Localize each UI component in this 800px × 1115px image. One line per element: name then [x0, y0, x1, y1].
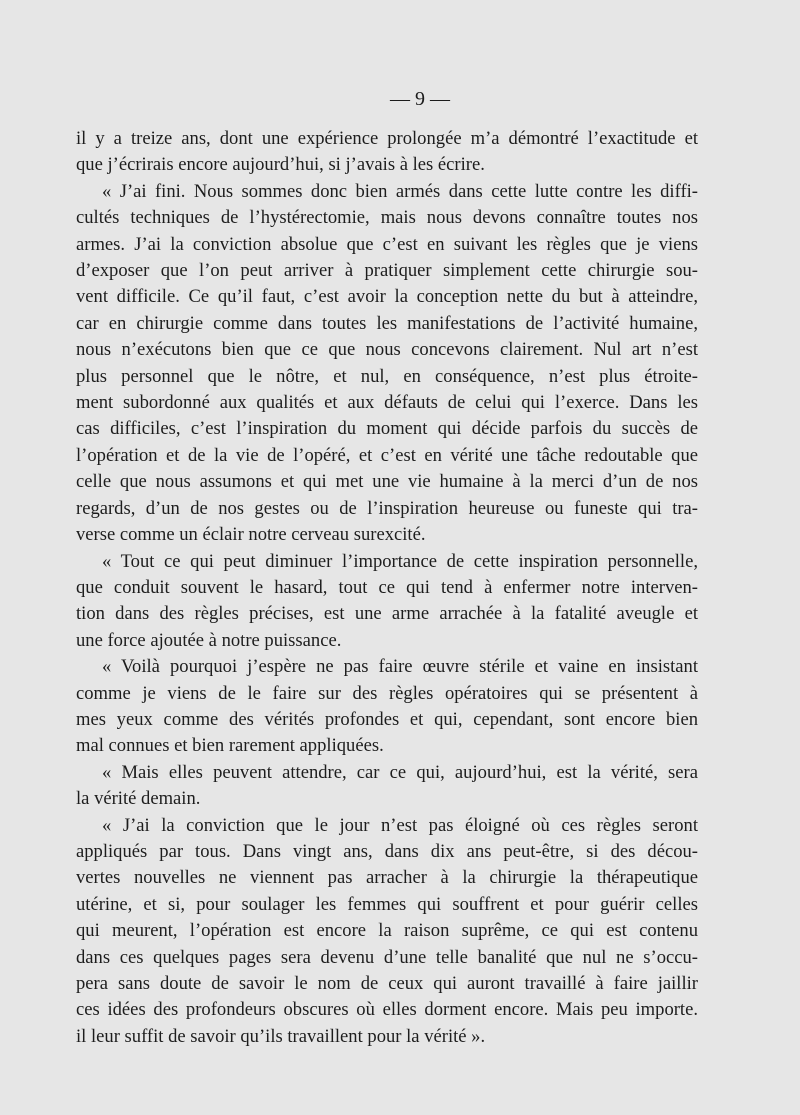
page-number: — 9 — — [390, 88, 450, 110]
text-line: regards, d’un de nos gestes ou de l’inspiration heureuse ou funeste qui tra- — [76, 497, 698, 519]
text-line: armes. J’ai la conviction absolue que c’est en suivant les règles que je viens — [76, 233, 698, 255]
text-line: verse comme un éclair notre cerveau surexcité. — [76, 524, 426, 546]
text-line: « J’ai la conviction que le jour n’est pas éloigné où ces règles seront — [102, 814, 698, 836]
text-line: vertes nouvelles ne viennent pas arracher à la chirurgie la thérapeutique — [76, 867, 698, 889]
text-line: dans ces quelques pages sera devenu d’une telle banalité que nul ne s’occu- — [76, 946, 698, 968]
text-line: « J’ai fini. Nous sommes donc bien armés dans cette lutte contre les diffi- — [102, 180, 698, 202]
text-line: d’exposer que l’on peut arriver à pratiquer simplement cette chirurgie sou- — [76, 260, 698, 282]
text-line: que j’écrirais encore aujourd’hui, si j’avais à les écrire. — [76, 154, 485, 176]
text-line: appliqués par tous. Dans vingt ans, dans dix ans peut-être, si des décou- — [76, 840, 698, 862]
text-line: comme je viens de le faire sur des règles opératoires qui se présentent à — [76, 682, 698, 704]
text-line: « Voilà pourquoi j’espère ne pas faire œuvre stérile et vaine en insistant — [102, 656, 698, 678]
text-line: plus personnel que le nôtre, et nul, en conséquence, n’est plus étroite- — [76, 365, 698, 387]
text-line: ment subordonné aux qualités et aux défauts de celui qui l’exerce. Dans les — [76, 392, 698, 414]
text-line: cultés techniques de l’hystérectomie, mais nous devons connaître toutes nos — [76, 207, 698, 229]
body-text — [76, 126, 698, 1050]
text-line: il y a treize ans, dont une expérience prolongée m’a démontré l’exactitude et — [76, 128, 698, 149]
text-line: mal connues et bien rarement appliquées. — [76, 735, 384, 757]
text-line: la vérité demain. — [76, 788, 201, 810]
text-line: l’opération et de la vie de l’opéré, et c’est en vérité une tâche redoutable que — [76, 444, 698, 466]
text-line: il leur suffit de savoir qu’ils travaillent pour la vérité ». — [76, 1025, 486, 1047]
text-line: utérine, et si, pour soulager les femmes qui souffrent et pour guérir celles — [76, 893, 698, 915]
text-line: ces idées des profondeurs obscures où elles dorment encore. Mais peu importe. — [76, 999, 698, 1021]
text-line: pera sans doute de savoir le nom de ceux qui auront travaillé à faire jaillir — [76, 973, 698, 994]
text-line: une force ajoutée à notre puissance. — [76, 629, 342, 651]
text-line: car en chirurgie comme dans toutes les manifestations de l’activité humaine, — [76, 312, 698, 334]
text-line: mes yeux comme des vérités profondes et qui, cependant, sont encore bien — [76, 708, 698, 730]
text-line: tion dans des règles précises, est une arme arrachée à la fatalité aveugle et — [76, 603, 698, 625]
text-line: qui meurent, l’opération est encore la raison suprême, ce qui est contenu — [76, 920, 698, 942]
text-line: cas difficiles, c’est l’inspiration du moment qui décide parfois du succès de — [76, 418, 698, 440]
text-line: celle que nous assumons et qui met une vie humaine à la merci d’un de nos — [76, 471, 698, 493]
text-line: vent difficile. Ce qu’il faut, c’est avoir la conception nette du but à atteindre, — [76, 286, 698, 308]
text-line: « Tout ce qui peut diminuer l’importance de cette inspiration personnelle, — [102, 550, 698, 572]
text-line: « Mais elles peuvent attendre, car ce qui, aujourd’hui, est la vérité, sera — [102, 761, 698, 783]
text-line: nous n’exécutons bien que ce que nous concevons clairement. Nul art n’est — [76, 339, 698, 361]
text-line: que conduit souvent le hasard, tout ce qui tend à enfermer notre interven- — [76, 576, 698, 598]
